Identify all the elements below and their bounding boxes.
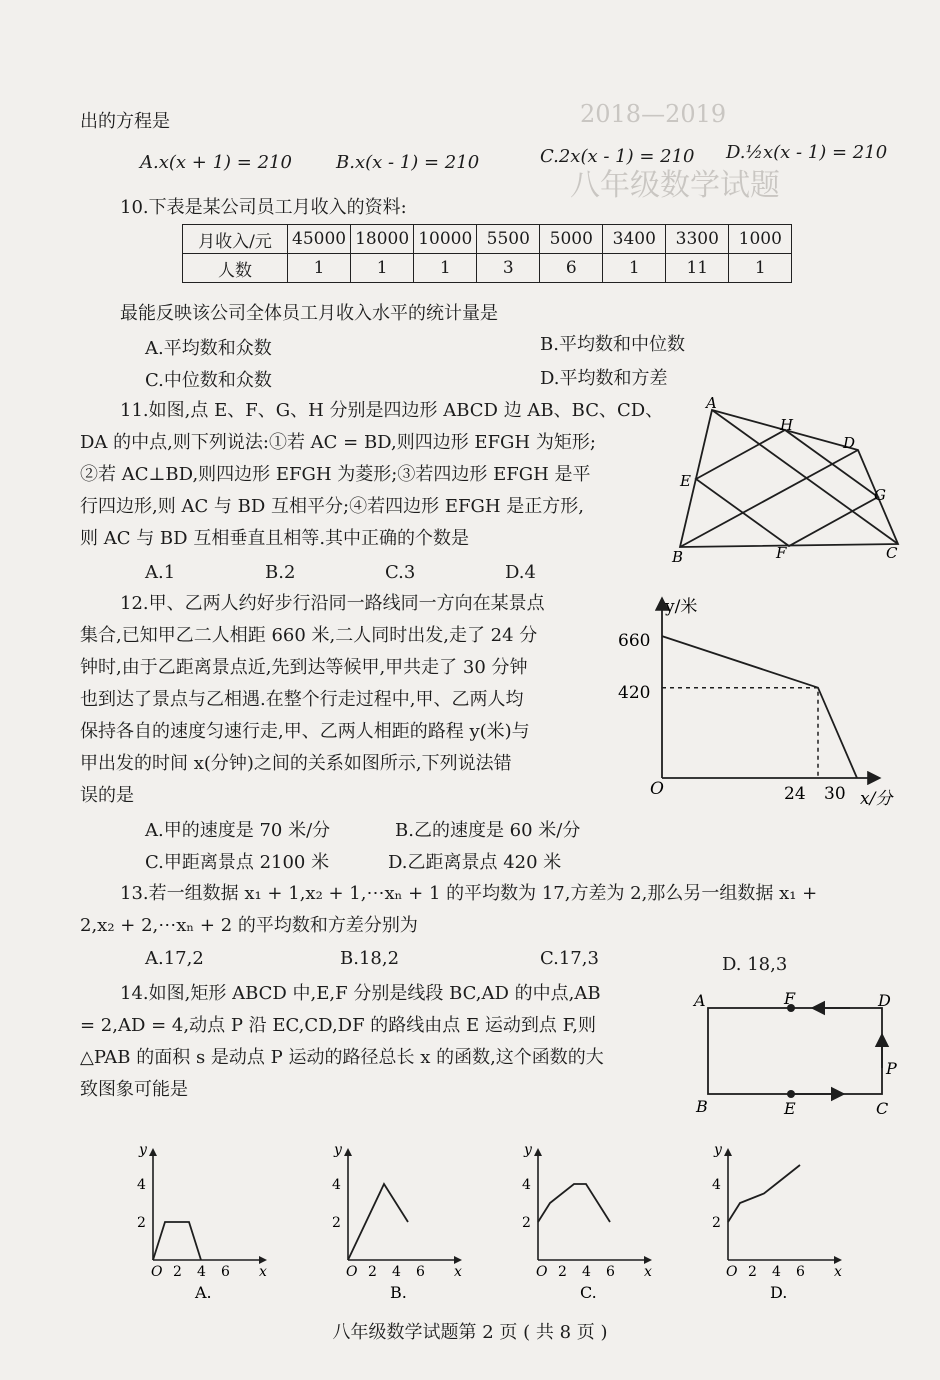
q9-option-a: A.x(x + 1) = 210 bbox=[140, 152, 292, 173]
function-curve bbox=[538, 1184, 610, 1222]
vertex-label-c: C bbox=[886, 544, 898, 562]
q11-line-5: 则 AC 与 BD 互相垂直且相等.其中正确的个数是 bbox=[80, 528, 470, 549]
q12-option-c: C.甲距离景点 2100 米 bbox=[145, 852, 330, 873]
table-cell: 1 bbox=[729, 254, 792, 283]
quadrilateral-figure bbox=[660, 392, 920, 572]
q12-line-5: 保持各自的速度匀速行走,甲、乙两人相距的路程 y(米)与 bbox=[80, 721, 530, 742]
q13-option-c: C.17,3 bbox=[540, 948, 599, 969]
q10-option-d: D.平均数和方差 bbox=[540, 368, 668, 389]
y-tick: 4 bbox=[332, 1177, 341, 1193]
table-cell: 5500 bbox=[477, 225, 540, 254]
x-tick: 6 bbox=[416, 1264, 425, 1280]
distance-time-graph bbox=[610, 592, 910, 812]
point-label-p: P bbox=[886, 1059, 897, 1078]
q13-option-d: D. 18,3 bbox=[722, 954, 788, 975]
table-cell: 6 bbox=[540, 254, 603, 283]
y-tick-420: 420 bbox=[618, 683, 651, 703]
x-tick: 6 bbox=[221, 1264, 230, 1280]
distance-line bbox=[662, 636, 857, 778]
x-axis-label: x/分 bbox=[860, 789, 893, 809]
x-tick-30: 30 bbox=[824, 784, 846, 804]
graph-option-label: B. bbox=[390, 1283, 407, 1302]
table-cell: 3400 bbox=[603, 225, 666, 254]
q9-option-c: C.2x(x - 1) = 210 bbox=[540, 146, 695, 167]
vertex-label-h: H bbox=[780, 416, 794, 434]
q14-line-4: 致图象可能是 bbox=[80, 1079, 188, 1100]
graph-option-label: C. bbox=[580, 1283, 597, 1302]
vertex-label-b: B bbox=[696, 1097, 708, 1116]
q12-line-7: 误的是 bbox=[80, 785, 134, 806]
q11-line-1: 11.如图,点 E、F、G、H 分别是四边形 ABCD 边 AB、BC、CD、 bbox=[120, 400, 664, 421]
y-tick: 2 bbox=[522, 1215, 531, 1231]
vertex-label-d: D bbox=[878, 991, 891, 1010]
q12-line-4: 也到达了景点与乙相遇.在整个行走过程中,甲、乙两人均 bbox=[80, 689, 524, 710]
vertex-label-f: F bbox=[784, 989, 796, 1008]
vertex-label-g: G bbox=[874, 486, 886, 504]
q14-line-2: = 2,AD = 4,动点 P 沿 EC,CD,DF 的路线由点 E 运动到点 F,则 bbox=[80, 1015, 597, 1036]
table-cell: 1 bbox=[603, 254, 666, 283]
vertex-label-c: C bbox=[876, 1099, 889, 1118]
y-axis-label: y/米 bbox=[665, 597, 698, 617]
page-footer: 八年级数学试题第 2 页 ( 共 8 页 ) bbox=[332, 1322, 608, 1343]
y-axis-label: y bbox=[139, 1142, 147, 1158]
table-header-people: 人数 bbox=[183, 254, 288, 283]
q10-question: 最能反映该公司全体员工月收入水平的统计量是 bbox=[120, 303, 498, 324]
rectangle-figure bbox=[690, 988, 920, 1128]
q10-stem: 10.下表是某公司员工月收入的资料: bbox=[120, 197, 407, 218]
table-cell: 11 bbox=[666, 254, 729, 283]
vertex-label-b: B bbox=[672, 548, 684, 566]
table-row bbox=[183, 254, 792, 283]
q11-option-c: C.3 bbox=[385, 562, 416, 583]
q13-line-1: 13.若一组数据 x₁ + 1,x₂ + 1,⋯xₙ + 1 的平均数为 17,方差为 2,那么另一组数据 x₁ + bbox=[120, 883, 818, 904]
q12-option-b: B.乙的速度是 60 米/分 bbox=[395, 820, 581, 841]
function-curve bbox=[728, 1165, 800, 1222]
table-cell: 45000 bbox=[288, 225, 351, 254]
x-tick: 4 bbox=[197, 1264, 206, 1280]
y-tick: 4 bbox=[522, 1177, 531, 1193]
vertex-label-e: E bbox=[680, 472, 691, 490]
answer-graph-d bbox=[700, 1138, 860, 1308]
x-tick: 6 bbox=[796, 1264, 805, 1280]
x-axis-label: x bbox=[454, 1264, 462, 1280]
y-tick-660: 660 bbox=[618, 631, 651, 651]
q10-option-b: B.平均数和中位数 bbox=[540, 334, 685, 355]
q12-line-2: 集合,已知甲乙二人相距 660 米,二人同时出发,走了 24 分 bbox=[80, 625, 538, 646]
y-axis-label: y bbox=[524, 1142, 532, 1158]
x-tick: 2 bbox=[558, 1264, 567, 1280]
q14-line-3: △PAB 的面积 s 是动点 P 运动的路径总长 x 的函数,这个函数的大 bbox=[80, 1047, 604, 1068]
show-through-text: 八年级数学试题 bbox=[570, 168, 780, 203]
table-cell: 1 bbox=[288, 254, 351, 283]
table-header-income: 月收入/元 bbox=[183, 225, 288, 254]
q9-stem-tail: 出的方程是 bbox=[80, 111, 170, 132]
table-cell: 3300 bbox=[666, 225, 729, 254]
x-axis-label: x bbox=[834, 1264, 842, 1280]
q12-line-6: 甲出发的时间 x(分钟)之间的关系如图所示,下列说法错 bbox=[80, 753, 512, 774]
answer-graph-a bbox=[125, 1138, 285, 1308]
q12-line-3: 钟时,由于乙距离景点近,先到达等候甲,甲共走了 30 分钟 bbox=[80, 657, 528, 678]
income-table bbox=[182, 224, 792, 283]
q10-option-a: A.平均数和众数 bbox=[145, 338, 272, 359]
x-tick: 6 bbox=[606, 1264, 615, 1280]
x-tick: 2 bbox=[173, 1264, 182, 1280]
table-cell: 1 bbox=[351, 254, 414, 283]
y-tick: 4 bbox=[712, 1177, 721, 1193]
y-tick: 2 bbox=[332, 1215, 341, 1231]
x-axis-label: x bbox=[259, 1264, 267, 1280]
y-tick: 2 bbox=[137, 1215, 146, 1231]
function-curve bbox=[348, 1184, 408, 1260]
origin-label: O bbox=[650, 779, 664, 799]
answer-graph-b bbox=[320, 1138, 480, 1308]
x-tick: 4 bbox=[392, 1264, 401, 1280]
x-tick: 4 bbox=[582, 1264, 591, 1280]
x-tick: 2 bbox=[368, 1264, 377, 1280]
origin-label: O bbox=[726, 1264, 738, 1280]
table-row bbox=[183, 225, 792, 254]
origin-label: O bbox=[346, 1264, 358, 1280]
table-cell: 18000 bbox=[351, 225, 414, 254]
x-tick: 4 bbox=[772, 1264, 781, 1280]
origin-label: O bbox=[151, 1264, 163, 1280]
q11-line-4: 行四边形,则 AC 与 BD 互相平分;④若四边形 EFGH 是正方形, bbox=[80, 496, 584, 517]
x-axis-label: x bbox=[644, 1264, 652, 1280]
vertex-label-a: A bbox=[694, 991, 706, 1010]
q11-option-d: D.4 bbox=[505, 562, 536, 583]
q9-option-d: D.½x(x - 1) = 210 bbox=[726, 142, 888, 163]
vertex-label-a: A bbox=[706, 394, 717, 412]
y-axis-label: y bbox=[334, 1142, 342, 1158]
q12-option-d: D.乙距离景点 420 米 bbox=[388, 852, 562, 873]
q11-option-a: A.1 bbox=[145, 562, 176, 583]
q11-line-3: ②若 AC⊥BD,则四边形 EFGH 为菱形;③若四边形 EFGH 是平 bbox=[80, 464, 591, 485]
table-cell: 3 bbox=[477, 254, 540, 283]
vertex-label-d: D bbox=[843, 434, 856, 452]
x-tick-24: 24 bbox=[784, 784, 806, 804]
vertex-label-e: E bbox=[784, 1099, 796, 1118]
origin-label: O bbox=[536, 1264, 548, 1280]
q13-line-2: 2,x₂ + 2,⋯xₙ + 2 的平均数和方差分别为 bbox=[80, 915, 418, 936]
graph-option-label: D. bbox=[770, 1283, 788, 1302]
q13-option-b: B.18,2 bbox=[340, 948, 400, 969]
table-cell: 5000 bbox=[540, 225, 603, 254]
table-cell: 1 bbox=[414, 254, 477, 283]
function-curve bbox=[153, 1222, 201, 1260]
q10-option-c: C.中位数和众数 bbox=[145, 370, 272, 391]
q11-option-b: B.2 bbox=[265, 562, 296, 583]
show-through-text: 2018—2019 bbox=[580, 100, 727, 128]
table-cell: 1000 bbox=[729, 225, 792, 254]
q12-option-a: A.甲的速度是 70 米/分 bbox=[145, 820, 331, 841]
q9-option-b: B.x(x - 1) = 210 bbox=[336, 152, 480, 173]
y-tick: 2 bbox=[712, 1215, 721, 1231]
q14-line-1: 14.如图,矩形 ABCD 中,E,F 分别是线段 BC,AD 的中点,AB bbox=[120, 983, 601, 1004]
table-cell: 10000 bbox=[414, 225, 477, 254]
q13-option-a: A.17,2 bbox=[145, 948, 204, 969]
graph-option-label: A. bbox=[195, 1283, 212, 1302]
q12-line-1: 12.甲、乙两人约好步行沿同一路线同一方向在某景点 bbox=[120, 593, 545, 614]
x-tick: 2 bbox=[748, 1264, 757, 1280]
y-tick: 4 bbox=[137, 1177, 146, 1193]
vertex-label-f: F bbox=[776, 544, 787, 562]
q11-line-2: DA 的中点,则下列说法:①若 AC = BD,则四边形 EFGH 为矩形; bbox=[80, 432, 596, 453]
y-axis-label: y bbox=[714, 1142, 722, 1158]
answer-graph-c bbox=[510, 1138, 670, 1308]
